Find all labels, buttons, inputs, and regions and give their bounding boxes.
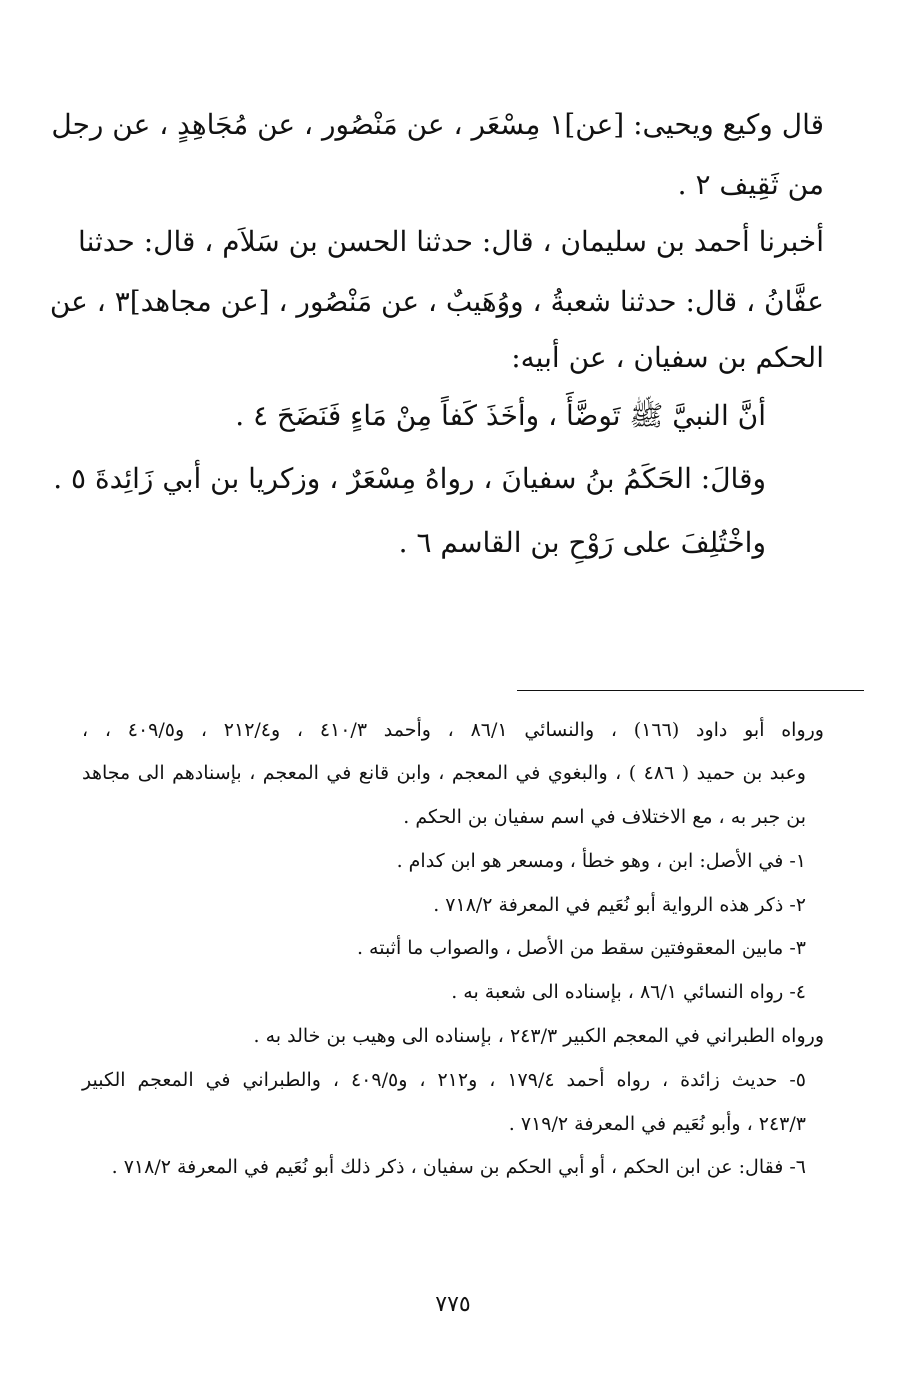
main-text-line: واخْتُلِفَ على رَوْحِ بن القاسم ٦ . [398,526,766,559]
footnote-line: ورواه الطبراني في المعجم الكبير ٢٤٣/٣ ، بإسناده الى وهيب بن خالد به . [253,1025,824,1047]
main-text-line: أخبرنا أحمد بن سليمان ، قال: حدثنا الحسن بن سَلاَم ، قال: حدثنا [78,225,824,258]
page-number: ٧٧٥ [435,1292,471,1317]
footnote-line: ورواه أبو داود (١٦٦) ، والنسائي ٨٦/١ ، وأحمد ٤١٠/٣ ، و٢١٢/٤ ، و٤٠٩/٥ ، ، [82,719,824,741]
main-text-line: وقالَ: الحَكَمُ بنُ سفيانَ ، رواهُ مِسْعَرٌ ، وزكريا بن أبي زَائِدةَ ٥ . [53,462,766,495]
main-text-line: الحكم بن سفيان ، عن أبيه: [511,341,824,374]
main-text-line: عفَّانُ ، قال: حدثنا شعبةُ ، ووُهَيبٌ ، عن مَنْصُور ، [عن مجاهد]٣ ، عن [49,285,824,318]
hadith-text-line: أنَّ النبيَّ ﷺ تَوضَّأَ ، وأخَذَ كَفاً مِنْ مَاءٍ فَنَضَحَ ٤ . [235,399,766,432]
footnote-line: ٦- فقال: عن ابن الحكم ، أو أبي الحكم بن سفيان ، ذكر ذلك أبو نُعَيم في المعرفة ٧١٨/٢ . [111,1156,806,1178]
footnote-line: ٢- ذكر هذه الرواية أبو نُعَيم في المعرفة ٧١٨/٢ . [433,894,806,916]
footnote-line: وعبد بن حميد ( ٤٨٦ ) ، والبغوي في المعجم ، وابن قانع في المعجم ، بإسنادهم الى مجاهد [82,762,806,784]
main-text-line: قال وكيع ويحيى: [عن]١ مِسْعَر ، عن مَنْصُور ، عن مُجَاهِدٍ ، عن رجل [51,108,824,141]
footnote-line: ١- في الأصل: ابن ، وهو خطأ ، ومسعر هو ابن كدام . [396,850,806,872]
footnote-separator [517,690,864,691]
footnote-line: ٥- حديث زائدة ، رواه أحمد ١٧٩/٤ ، و٢١٢ ، و٤٠٩/٥ ، والطبراني في المعجم الكبير [82,1069,807,1091]
main-text-line: من ثَقِيف ٢ . [677,168,824,201]
footnote-line: ٢٤٣/٣ ، وأبو نُعَيم في المعرفة ٧١٩/٢ . [508,1113,806,1135]
footnote-line: ٤- رواه النسائي ٨٦/١ ، بإسناده الى شعبة به . [451,981,806,1003]
footnote-line: بن جبر به ، مع الاختلاف في اسم سفيان بن الحكم . [403,806,806,828]
footnote-line: ٣- مابين المعقوفتين سقط من الأصل ، والصواب ما أثبته . [356,937,806,959]
